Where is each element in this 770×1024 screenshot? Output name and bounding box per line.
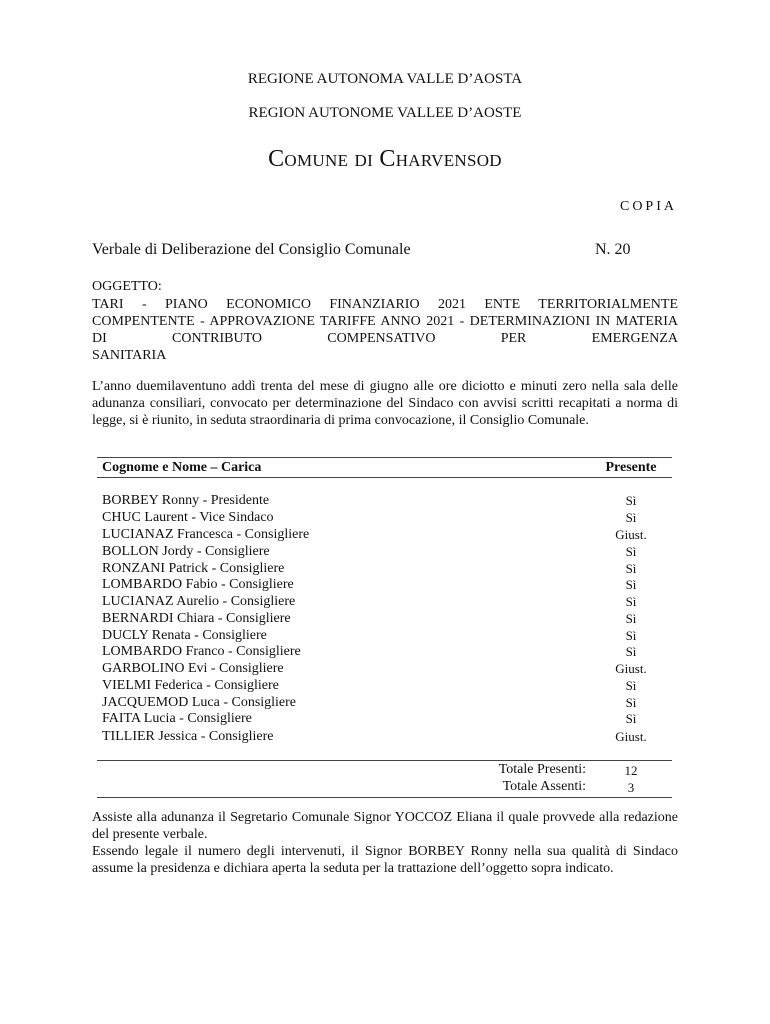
totale-presenti-value: 12 [624,763,638,778]
intro-paragraph: L’anno duemilaventuno addì trenta del mese di giugno alle ore diciotto e minuti zero nella sala delle adunanza consiliari, convocato per determinazione del Sindaco con avvisi scritti recapitati a norma di legge, si è riunito, in seduta straordinaria di prima convocazione, il Consiglio Comunale. [92,379,678,428]
table-row-present: Giust. [615,527,647,542]
table-row-present: Sì [625,678,637,693]
table-row-present: Sì [625,594,637,609]
table-row-name: JACQUEMOD Luca - Consigliere [102,695,297,710]
table-row-present: Giust. [615,661,647,676]
closing-paragraphs [92,809,678,877]
column-header-present: Presente [605,460,657,475]
table-row-present: Sì [625,577,637,592]
table-row-name: VIELMI Federica - Consigliere [102,678,279,693]
totals-bottom-rule [97,797,672,798]
table-row-name: LUCIANAZ Aurelio - Consigliere [102,594,296,609]
table-row-name: BORBEY Ronny - Presidente [102,493,270,508]
oggetto-label: OGGETTO: [92,279,162,294]
table-top-rule [97,457,672,458]
copia-label: COPIA [619,199,677,214]
table-row-name: LUCIANAZ Francesca - Consigliere [102,527,310,542]
oggetto-text-main: TARI - PIANO ECONOMICO FINANZIARIO 2021 ENTE TERRITORIALMENTE COMPENTENTE - APPROVAZIONE TARIFFE ANNO 2021 - DETERMINAZIONI IN MATERIA DI CONTRIBUTO COMPENSATIVO PER EMERGENZA [92,297,678,346]
deliberation-number: N. 20 [595,241,631,258]
table-row-present: Sì [625,510,637,525]
table-row-name: FAITA Lucia - Consigliere [102,711,252,726]
table-row-present: Sì [625,628,637,643]
table-row-present: Sì [625,711,637,726]
table-row-present: Sì [625,695,637,710]
presidenza-paragraph: Essendo legale il numero degli intervenuti, il Signor BORBEY Ronny nella sua qualità di Sindaco assume la presidenza e dichiara aperta la seduta per la trattazione dell’oggetto sopra indicato. [92,844,678,876]
oggetto-text [92,296,678,364]
table-row-name: CHUC Laurent - Vice Sindaco [102,510,274,525]
table-row-name: LOMBARDO Fabio - Consigliere [102,577,294,592]
table-row-name: TILLIER Jessica - Consigliere [102,729,274,744]
table-header-rule [97,477,672,478]
verbale-title: Verbale di Deliberazione del Consiglio Comunale [92,241,411,258]
table-row-name: RONZANI Patrick - Consigliere [102,561,285,576]
table-row-present: Sì [625,493,637,508]
table-row-name: GARBOLINO Evi - Consigliere [102,661,284,676]
table-bottom-rule [97,760,672,761]
region-header-it: REGIONE AUTONOMA VALLE D’AOSTA [247,71,523,87]
table-row-present: Sì [625,561,637,576]
oggetto-text-last: SANITARIA [92,348,167,363]
totale-assenti-value: 3 [627,780,635,795]
table-row-present: Sì [625,611,637,626]
segretario-paragraph: Assiste alla adunanza il Segretario Comunale Signor YOCCOZ Eliana il quale provvede alla redazione del presente verbale. [92,810,678,842]
column-header-name: Cognome e Nome – Carica [102,460,262,475]
table-row-present: Giust. [615,729,647,744]
table-row-name: BOLLON Jordy - Consigliere [102,544,270,559]
totale-assenti-label: Totale Assenti: [502,779,586,794]
table-row-name: DUCLY Renata - Consigliere [102,628,267,643]
comune-title: Comune di Charvensod [268,146,502,172]
table-row-name: LOMBARDO Franco - Consigliere [102,644,301,659]
table-row-present: Sì [625,644,637,659]
totale-presenti-label: Totale Presenti: [498,762,586,777]
region-header-fr: REGION AUTONOME VALLEE D’AOSTE [248,105,522,121]
table-row-name: BERNARDI Chiara - Consigliere [102,611,291,626]
table-row-present: Sì [625,544,637,559]
